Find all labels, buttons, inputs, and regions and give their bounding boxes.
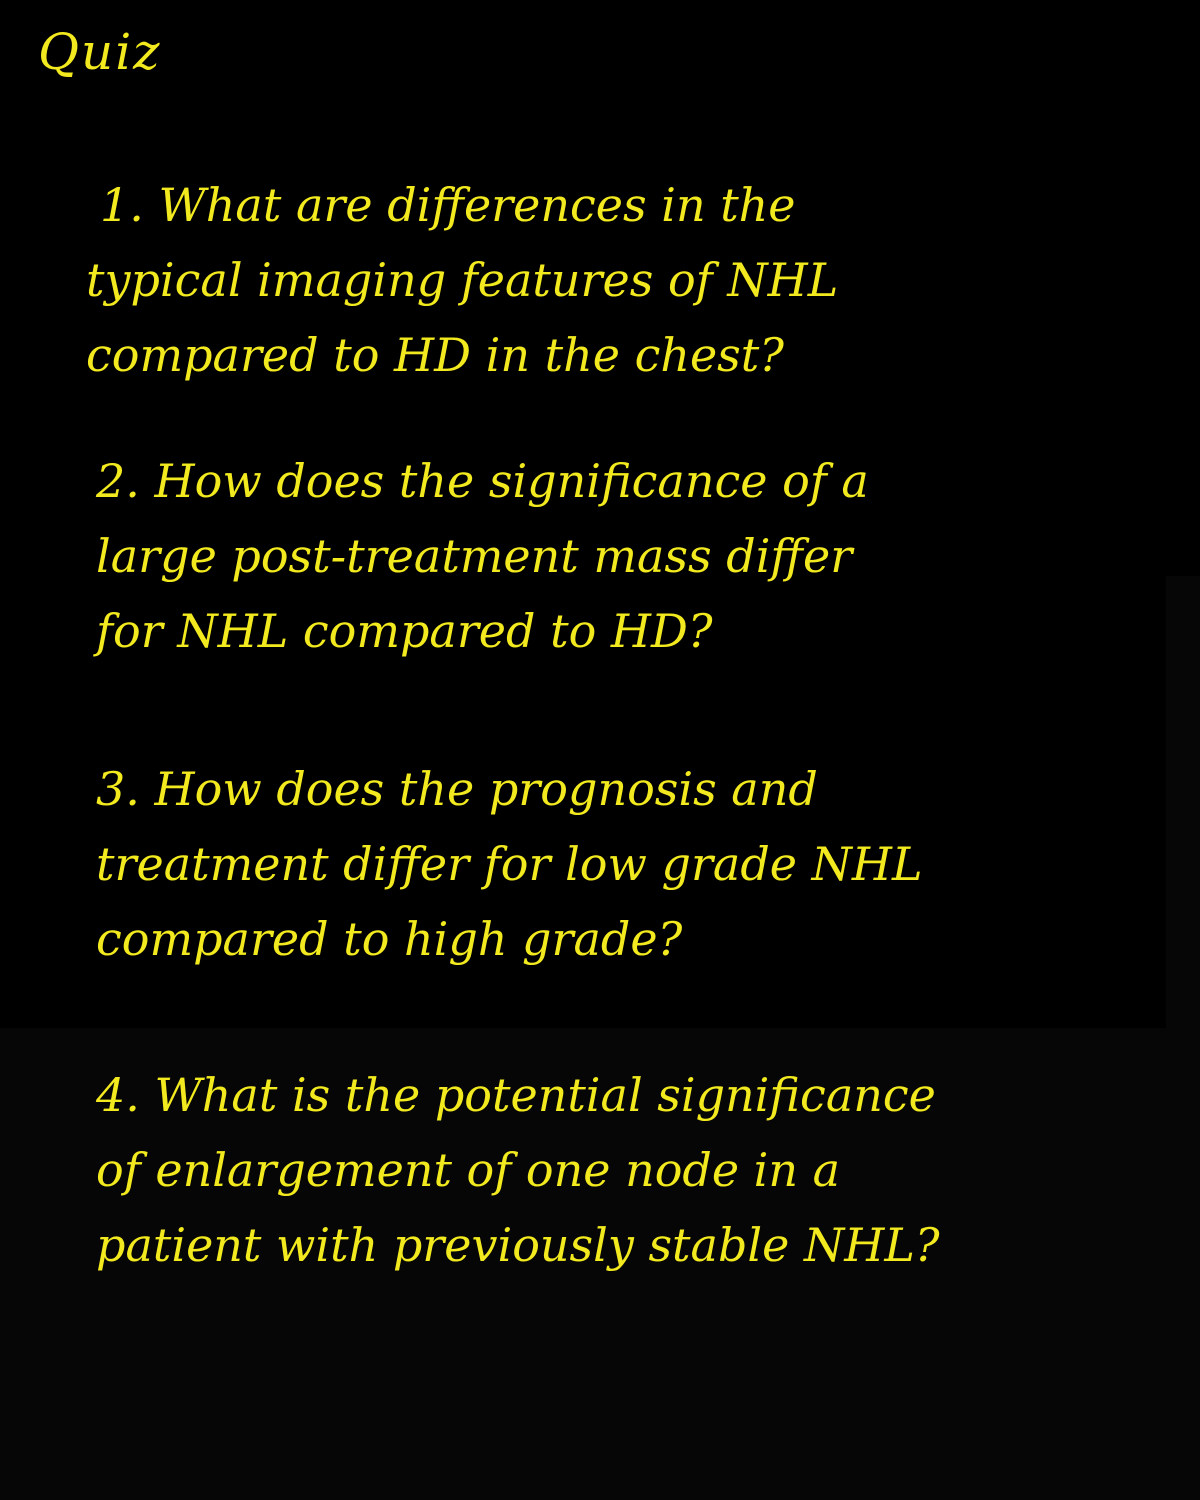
question-2-line-1: 2. How does the significance of a [96, 454, 869, 508]
question-3-line-1: 3. How does the prognosis and [96, 762, 818, 816]
question-4-line-3: patient with previously stable NHL? [96, 1218, 940, 1272]
question-4-line-1: 4. What is the potential significance [96, 1068, 936, 1122]
question-4 [96, 1058, 940, 1283]
question-2-line-3: for NHL compared to HD? [96, 604, 713, 658]
question-3-line-2: treatment differ for low grade NHL [96, 837, 923, 891]
question-4-line-2: of enlargement of one node in a [96, 1143, 841, 1197]
question-1-line-2: typical imaging features of NHL [86, 253, 839, 307]
question-1-line-3: compared to HD in the chest? [86, 328, 784, 382]
background-strip [1166, 0, 1200, 576]
question-1 [86, 168, 838, 393]
quiz-title: Quiz [38, 23, 162, 81]
question-2 [96, 444, 869, 669]
question-2-line-2: large post-treatment mass differ [96, 529, 853, 583]
question-3-line-3: compared to high grade? [96, 912, 683, 966]
question-3 [96, 752, 923, 977]
question-1-line-1: 1. What are differences in the [100, 178, 796, 232]
